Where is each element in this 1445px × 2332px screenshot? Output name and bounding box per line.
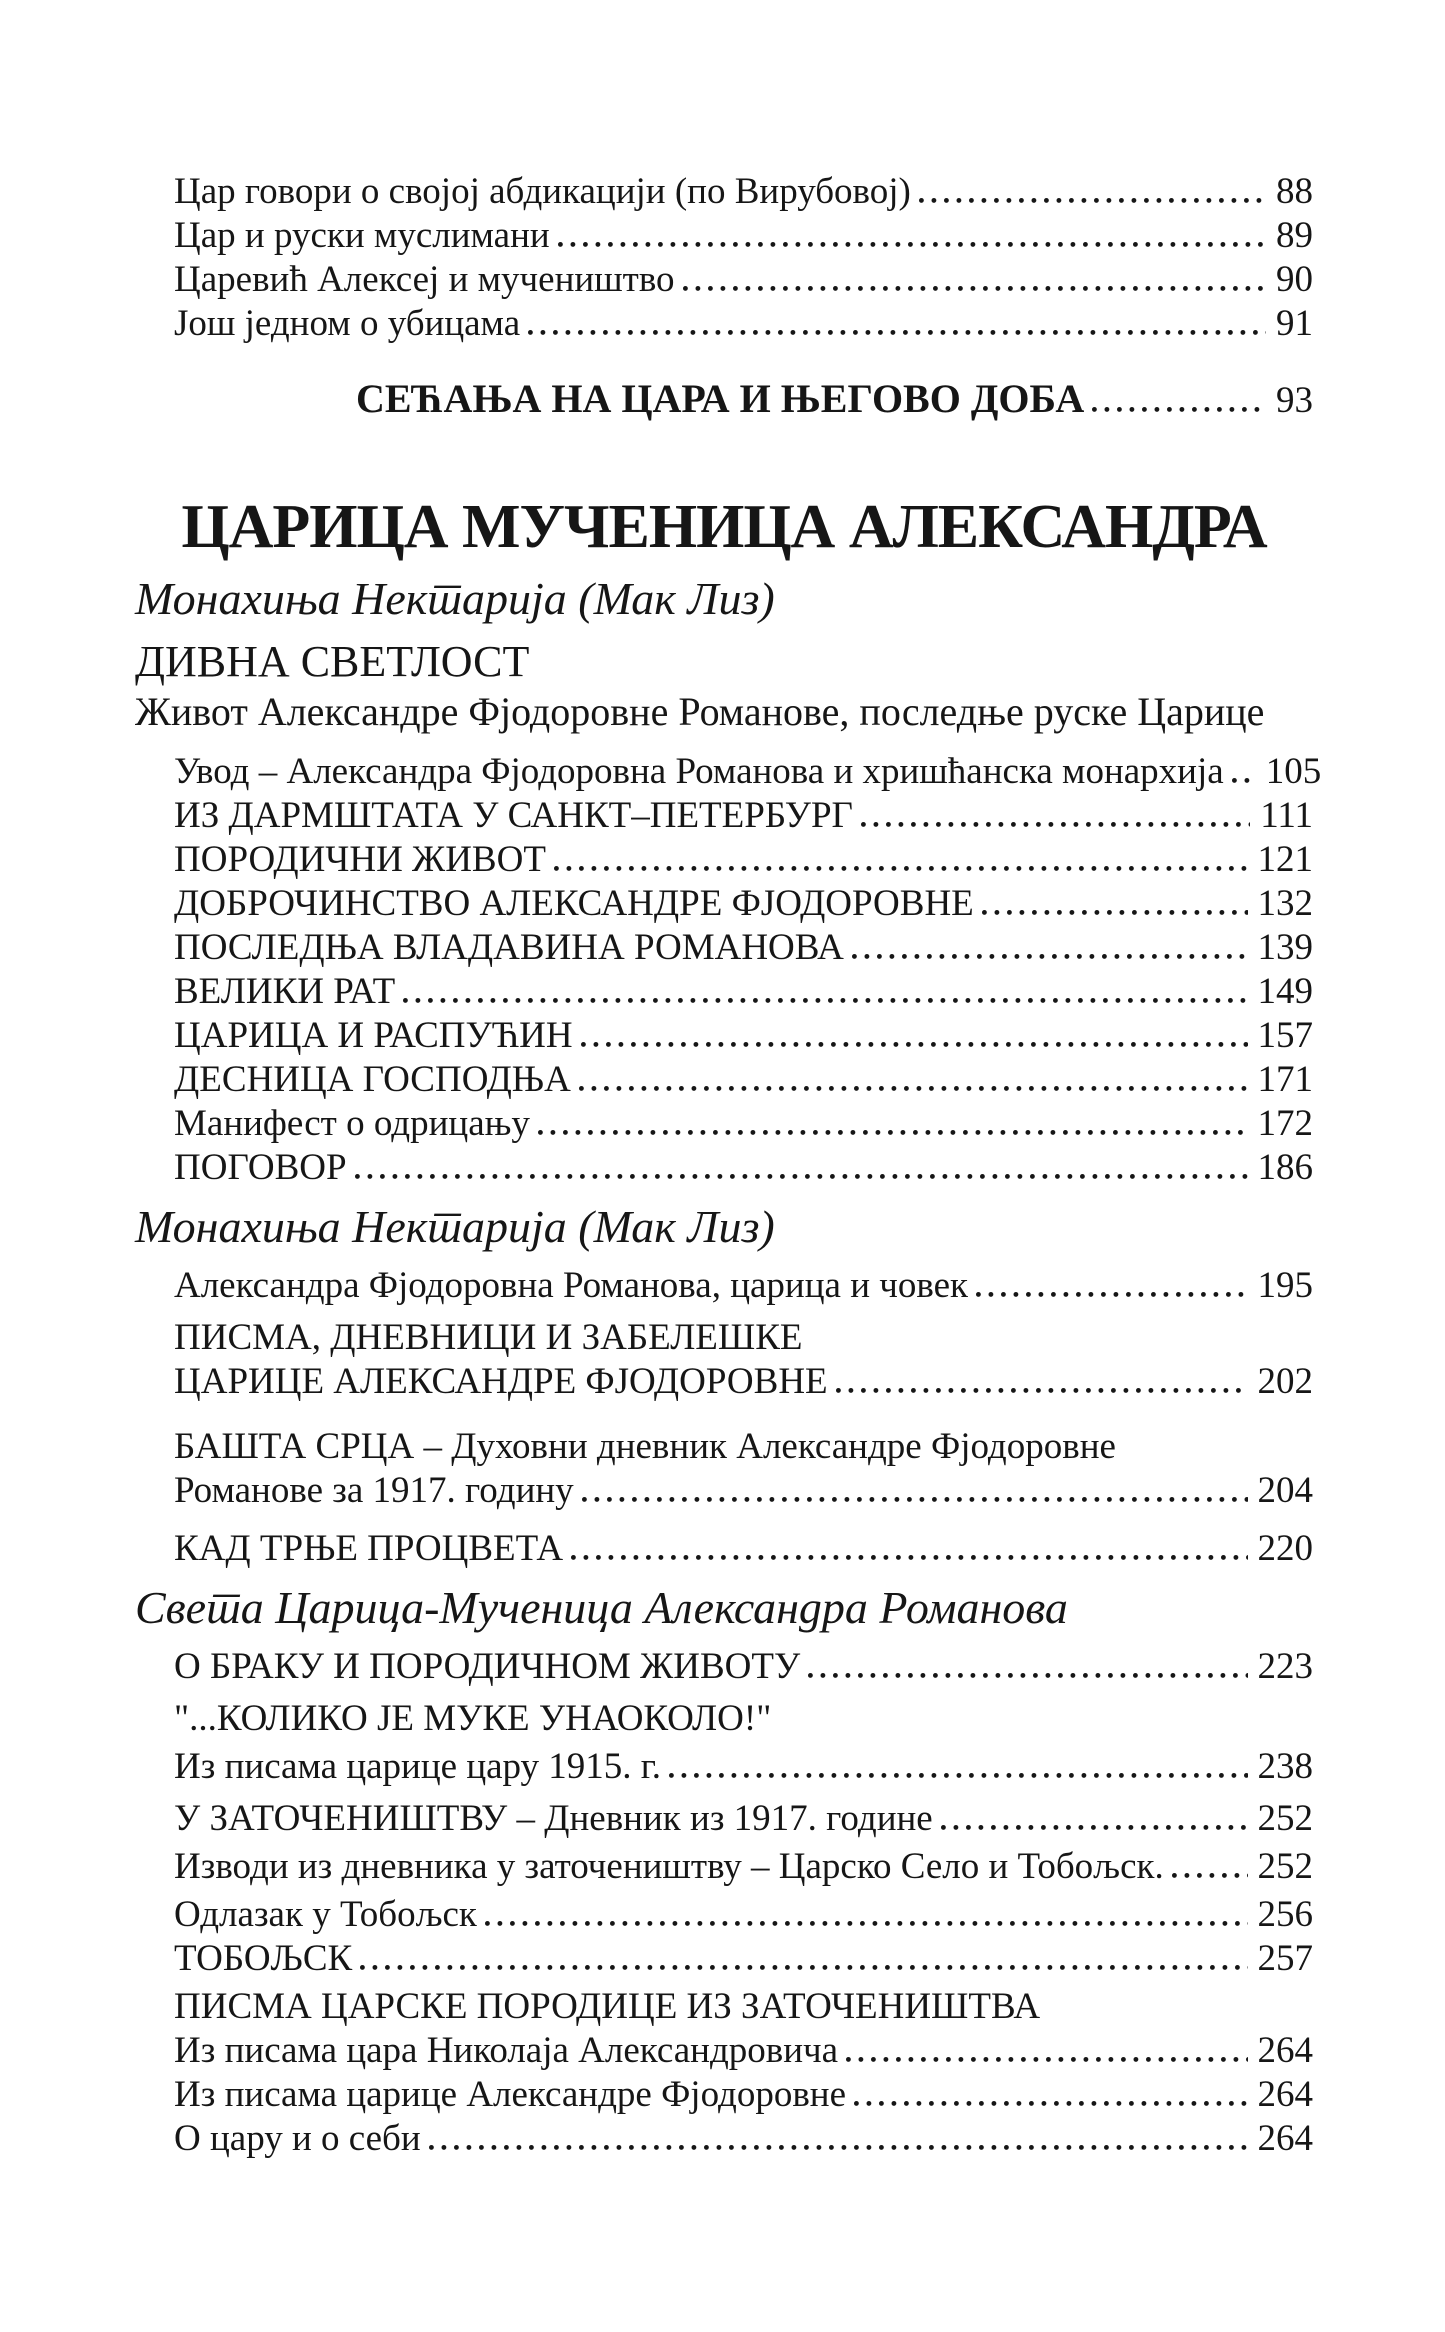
dot-leader: [846, 2057, 1247, 2062]
page-number: 257: [1257, 1938, 1313, 1979]
dot-leader: [982, 910, 1248, 915]
entry-title: Увод – Александра Фјодоровна Романова и хришћанска монархија: [174, 751, 1224, 792]
toc-entry: [135, 1527, 1313, 1571]
toc-entry: [135, 794, 1313, 838]
entry-title: Манифест о одрицању: [174, 1103, 530, 1144]
page-number: 252: [1257, 1846, 1313, 1887]
author-line: [135, 1579, 1313, 1637]
toc-entry: [135, 1469, 1313, 1513]
toc-entry: [135, 970, 1313, 1014]
entry-title: Из писама царице Александре Фјодоровне: [174, 2074, 847, 2115]
toc-entry: [135, 2073, 1313, 2117]
dot-leader: [808, 1673, 1247, 1678]
toc-entry: [135, 1697, 1313, 1741]
entry-title: Одлазак у Тобољск: [174, 1894, 477, 1935]
page-number: 204: [1257, 1470, 1313, 1511]
entry-title: Света Царица-Мученица Александра Романова: [135, 1582, 1068, 1633]
toc-entry: [135, 1645, 1313, 1689]
page-number: 88: [1276, 171, 1313, 212]
dot-leader: [528, 330, 1266, 335]
page-number: 172: [1257, 1103, 1313, 1144]
dot-leader: [360, 1965, 1247, 1970]
toc-entry: [135, 214, 1313, 258]
entry-title: Изводи из дневника у заточеништву – Царско Село и Тобољск.: [174, 1846, 1164, 1887]
dot-leader: [1172, 1873, 1248, 1878]
page-number: 264: [1257, 2030, 1313, 2071]
author-line: [135, 570, 1313, 628]
dot-leader: [579, 1086, 1248, 1091]
part-title: [135, 636, 1313, 688]
entry-title: О цару и о себи: [174, 2118, 421, 2159]
dot-leader: [854, 2101, 1247, 2106]
entry-title: Александра Фјодоровна Романова, царица и човек: [174, 1265, 969, 1306]
page-number: 220: [1257, 1528, 1313, 1569]
page-number: 264: [1257, 2074, 1313, 2115]
dot-leader: [538, 1130, 1248, 1135]
entry-title: Још једном о убицама: [174, 303, 521, 344]
toc-entry: [135, 1146, 1313, 1190]
dot-leader: [558, 242, 1266, 247]
page-number: 195: [1257, 1265, 1313, 1306]
page-number: 264: [1257, 2118, 1313, 2159]
dot-leader: [683, 286, 1266, 291]
entry-title: Монахиња Нектарија (Мак Лиз): [135, 1201, 775, 1252]
page-number: 256: [1257, 1894, 1313, 1935]
toc-entry: [135, 258, 1313, 302]
entry-title: ПОРОДИЧНИ ЖИВОТ: [174, 839, 546, 880]
toc-entry: [135, 838, 1313, 882]
entry-title: ЦАРИЦА МУЧЕНИЦА АЛЕКСАНДРА: [181, 493, 1267, 561]
page-number: 223: [1257, 1646, 1313, 1687]
entry-title: Романове за 1917. годину: [174, 1470, 574, 1511]
book-title: [135, 488, 1313, 566]
dot-leader: [571, 1555, 1247, 1560]
toc-entry: [135, 1797, 1313, 1841]
dot-leader: [852, 954, 1248, 959]
toc-entry: [135, 750, 1322, 794]
page-number: 171: [1257, 1059, 1313, 1100]
toc-section-entry: [135, 372, 1313, 428]
part-subtitle: [135, 688, 1313, 736]
toc-entry: [135, 1985, 1313, 2029]
dot-leader: [919, 198, 1266, 203]
dot-leader: [355, 1174, 1248, 1179]
page-number: 149: [1257, 971, 1313, 1012]
entry-title: ВЕЛИКИ РАТ: [174, 971, 396, 1012]
toc-entry: [135, 1893, 1313, 1937]
dot-leader: [836, 1388, 1248, 1393]
dot-leader: [1092, 407, 1266, 412]
page-number: 202: [1257, 1361, 1313, 1402]
entry-title: Цар и руски муслимани: [174, 215, 550, 256]
toc-entry: [135, 1360, 1313, 1404]
entry-title: О БРАКУ И ПОРОДИЧНОМ ЖИВОТУ: [174, 1646, 801, 1687]
entry-title: ПИСМА, ДНЕВНИЦИ И ЗАБЕЛЕШКЕ: [174, 1317, 803, 1358]
page-number: 91: [1276, 303, 1313, 344]
table-of-contents: [135, 170, 1322, 2161]
entry-title: СЕЋАЊА НА ЦАРА И ЊЕГОВО ДОБА: [356, 376, 1085, 421]
dot-leader: [669, 1773, 1247, 1778]
page-number: 139: [1257, 927, 1313, 968]
toc-entry: [135, 882, 1313, 926]
toc-entry: [135, 1745, 1313, 1789]
page-number: 121: [1257, 839, 1313, 880]
page-number: 186: [1257, 1147, 1313, 1188]
entry-title: ДИВНА СВЕТЛОСТ: [135, 637, 530, 686]
entry-title: Царевић Алексеј и мучеништво: [174, 259, 675, 300]
entry-title: ИЗ ДАРМШТАТА У САНКТ–ПЕТЕРБУРГ: [174, 795, 853, 836]
toc-entry: [135, 302, 1313, 346]
toc-entry: [135, 1316, 1313, 1360]
toc-entry: [135, 1845, 1313, 1889]
dot-leader: [581, 1042, 1248, 1047]
dot-leader: [941, 1825, 1248, 1830]
dot-leader: [403, 998, 1247, 1003]
entry-title: ПИСМА ЦАРСКЕ ПОРОДИЦЕ ИЗ ЗАТОЧЕНИШТВА: [174, 1986, 1041, 2027]
toc-entry: [135, 2029, 1313, 2073]
page-number: 157: [1257, 1015, 1313, 1056]
dot-leader: [554, 866, 1248, 871]
page-number: 132: [1257, 883, 1313, 924]
entry-title: Живот Александре Фјодоровне Романове, последње руске Царице: [135, 689, 1265, 734]
entry-title: Из писама царице цару 1915. г.: [174, 1746, 662, 1787]
entry-title: ЦАРИЦЕ АЛЕКСАНДРЕ ФЈОДОРОВНЕ: [174, 1361, 828, 1402]
entry-title: Монахиња Нектарија (Мак Лиз): [135, 573, 775, 624]
author-line: [135, 1198, 1313, 1256]
toc-entry: [135, 1264, 1313, 1308]
toc-entry: [135, 1937, 1313, 1981]
entry-title: БАШТА СРЦА – Духовни дневник Александре Фјодоровне: [174, 1426, 1116, 1467]
toc-entry: [135, 1058, 1313, 1102]
entry-title: ЦАРИЦА И РАСПУЋИН: [174, 1015, 573, 1056]
page-number: 238: [1257, 1746, 1313, 1787]
toc-entry: [135, 1102, 1313, 1146]
dot-leader: [976, 1292, 1247, 1297]
entry-title: ДОБРОЧИНСТВО АЛЕКСАНДРЕ ФЈОДОРОВНЕ: [174, 883, 974, 924]
entry-title: ПОГОВОР: [174, 1147, 347, 1188]
page-number: 89: [1276, 215, 1313, 256]
entry-title: ТОБОЉСК: [174, 1938, 353, 1979]
toc-entry: [135, 170, 1313, 214]
toc-entry: [135, 1014, 1313, 1058]
entry-title: "...КОЛИКО ЈЕ МУКЕ УНАОКОЛО!": [174, 1698, 772, 1739]
page-number: 252: [1257, 1798, 1313, 1839]
dot-leader: [861, 822, 1250, 827]
dot-leader: [429, 2145, 1248, 2150]
page-number: 90: [1276, 259, 1313, 300]
page-number: 93: [1276, 380, 1313, 421]
toc-entry: [135, 926, 1313, 970]
toc-entry: [135, 2117, 1313, 2161]
entry-title: КАД ТРЊЕ ПРОЦВЕТА: [174, 1528, 564, 1569]
entry-title: Цар говори о својој абдикацији (по Вирубовој): [174, 171, 911, 212]
dot-leader: [485, 1921, 1248, 1926]
dot-leader: [1232, 778, 1256, 783]
page-number: 111: [1260, 795, 1313, 836]
entry-title: ПОСЛЕДЊА ВЛАДАВИНА РОМАНОВА: [174, 927, 844, 968]
entry-title: У ЗАТОЧЕНИШТВУ – Дневник из 1917. године: [174, 1798, 933, 1839]
dot-leader: [582, 1497, 1248, 1502]
toc-entry: [135, 1425, 1313, 1469]
entry-title: ДЕСНИЦА ГОСПОДЊА: [174, 1059, 571, 1100]
page-number: 105: [1265, 751, 1322, 792]
entry-title: Из писама цара Николаја Александровича: [174, 2030, 839, 2071]
